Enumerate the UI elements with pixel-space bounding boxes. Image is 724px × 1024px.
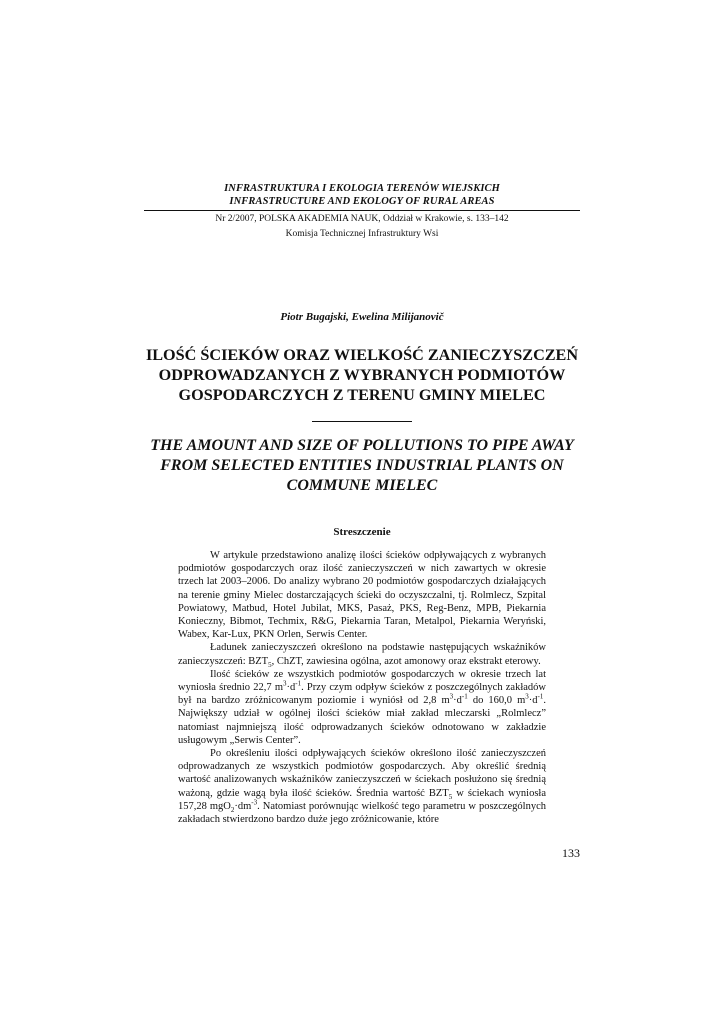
- authors: Piotr Bugajski, Ewelina Milijanovič: [280, 311, 444, 323]
- text-run: , ChZT, zawiesina ogólna, azot amonowy oraz ekstrakt eterowy.: [271, 655, 541, 667]
- text-run: ·d: [453, 695, 462, 707]
- abstract-body: [178, 549, 546, 826]
- title-separator: [312, 421, 412, 422]
- text-run: . Natomiast porównując wielkość tego parametru w poszczególnych zakładach stwierdzono bardzo duże jego zróżnicowanie, które: [178, 800, 547, 826]
- text-run: do 160,0 m: [467, 695, 526, 707]
- text-run: w ściekach wyniosła 157,28 mgO: [178, 787, 546, 812]
- journal-header: [144, 182, 580, 240]
- page-number: 133: [562, 846, 580, 860]
- text-run: . Przy czym odpływ ścieków z poszczególnych zakładów był na bardzo zróżnicowanym poziomie i wyniósł od 2,8 m: [178, 682, 547, 707]
- superscript: 3: [525, 692, 529, 701]
- superscript: -1: [295, 679, 302, 688]
- title-polish: ILOŚĆ ŚCIEKÓW ORAZ WIELKOŚĆ ZANIECZYSZCZEŃ ODPROWADZANYCH Z WYBRANYCH PODMIOTÓW GOSPODARCZYCH Z TERENU GMINY MIELEC: [145, 346, 579, 404]
- abstract-paragraph-3: [178, 668, 546, 747]
- superscript: 3: [283, 679, 287, 688]
- text-run: Ładunek zanieczyszczeń określono na podstawie następujących wskaźników zanieczyszczeń: BZT: [178, 642, 546, 667]
- journal-title-pl: INFRASTRUKTURA I EKOLOGIA TERENÓW WIEJSKICH: [224, 183, 500, 194]
- superscript: -1: [461, 692, 468, 701]
- abstract-paragraph-2: [178, 641, 546, 667]
- header-rule: [144, 210, 580, 211]
- superscript: 3: [449, 692, 454, 701]
- abstract-paragraph-4: [178, 747, 546, 826]
- text-run: Po określeniu ilości odpływających ścieków określono ilość zanieczyszczeń odprowadzanych ze wszystkich podmiotów gospodarczych. Aby określić średnią wartość analizowanych wskaźników zanieczyszczeń w ściekach posłużono się średnią ważoną, gdzie wagą była ilość ścieków. Średnia wartość BZT: [178, 748, 546, 799]
- abstract-heading: Streszczenie: [333, 526, 391, 538]
- subscript: 2: [230, 805, 235, 814]
- abstract-paragraph-1: W artykule przedstawiono analizę ilości ścieków odpływających z wybranych podmiotów gospodarczych oraz ilość zanieczyszczeń w nich zawartych w okresie trzech lat 2003–2006. Do analizy wybrano 20 podmiotów gospodarczych działających na terenie gminy Mielec dostarczających ścieki do oczyszczalni, tj. Rolmlecz, Szpital Powiatowy, Matbud, Hotel Jubilat, MKS, Pasaż, PKS, Reg-Benz, MPB, Piekarnia Konieczny, Bibmot, Techmix, R&G, Piekarnia Taran, Metalpol, Piekarnia Weryński, Wabex, Kar-Lux, PKN Orlen, Serwis Center.: [178, 550, 546, 641]
- title-english: THE AMOUNT AND SIZE OF POLLUTIONS TO PIPE AWAY FROM SELECTED ENTITIES INDUSTRIAL PLANTS ON COMMUNE MIELEC: [150, 437, 574, 494]
- journal-title-en: INFRASTRUCTURE AND EKOLOGY OF RURAL AREAS: [229, 196, 495, 207]
- committee-info: Komisja Technicznej Infrastruktury Wsi: [285, 228, 439, 239]
- text-run: ·d: [286, 682, 296, 694]
- superscript: -3: [251, 798, 258, 807]
- text-run: ·d: [528, 695, 538, 707]
- subscript: 5: [448, 792, 453, 801]
- subscript: 5: [268, 660, 272, 669]
- text-run: ·dm: [234, 800, 252, 812]
- superscript: -1: [537, 692, 544, 701]
- text-run: . Największy udział w ogólnej ilości ścieków miał zakład mleczarski „Rolmlecz” natomiast najmniejszą ilość odprowadzanych ścieków odnotowano w zakładzie usługowym „Serwis Center”.: [178, 695, 546, 746]
- issue-info: Nr 2/2007, POLSKA AKADEMIA NAUK, Oddział w Krakowie, s. 133–142: [215, 214, 509, 224]
- text-run: Ilość ścieków ze wszystkich podmiotów gospodarczych w okresie trzech lat wyniosła średnio 22,7 m: [178, 668, 546, 694]
